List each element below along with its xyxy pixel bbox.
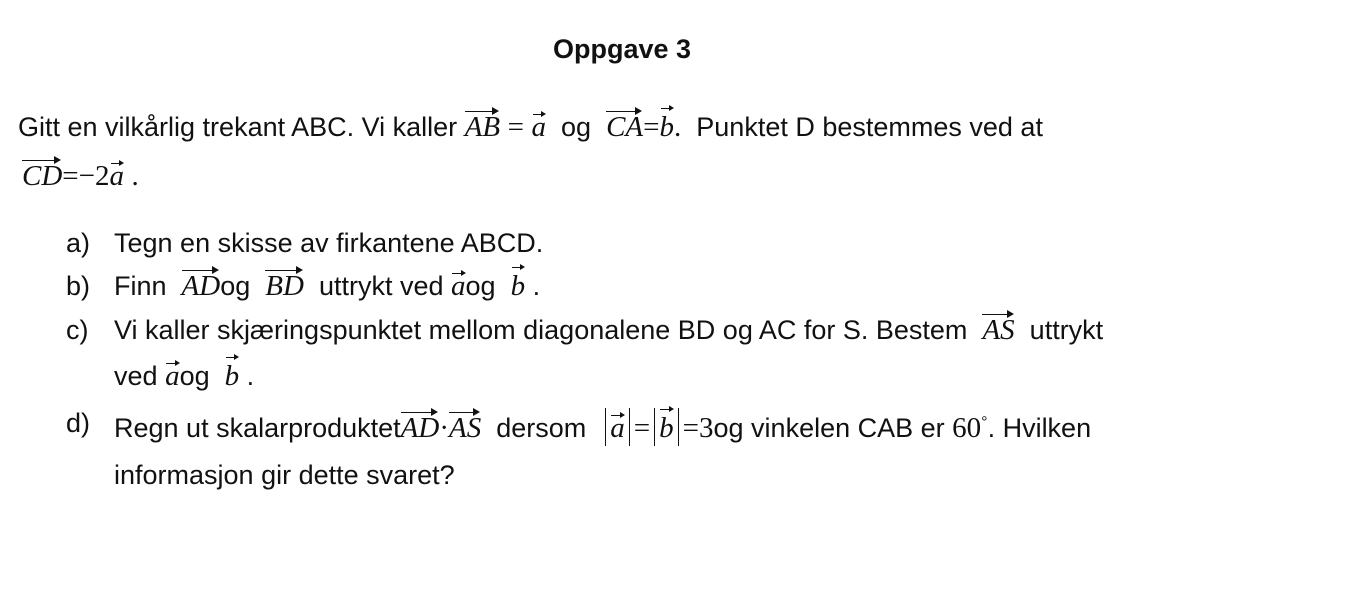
- abs-bar: [629, 408, 630, 446]
- vector-a: a: [610, 412, 625, 444]
- item-c-text-2: uttrykt: [1029, 315, 1104, 345]
- period: .: [532, 271, 541, 301]
- uttrykt-text: uttrykt ved: [318, 271, 444, 301]
- vector-AD: AD: [181, 270, 221, 302]
- vector-a: a: [109, 160, 125, 192]
- item-a-text: Tegn en skisse av firkantene ABCD.: [114, 228, 544, 258]
- vector-a: a: [531, 111, 547, 143]
- vector-AS: AS: [449, 412, 482, 444]
- vector-CA: CA: [606, 111, 644, 143]
- item-c-text: [114, 312, 1103, 348]
- vector-b: b: [510, 270, 526, 302]
- item-d-text-1: Regn ut skalarproduktet: [114, 413, 401, 443]
- vector-b: b: [659, 412, 674, 444]
- equals-sign: =: [507, 111, 524, 143]
- item-d-text-og: og vinkelen CAB er: [713, 413, 945, 443]
- period: .: [246, 361, 255, 391]
- vector-BD: BD: [265, 270, 304, 302]
- vector-b: b: [659, 111, 675, 143]
- vector-AB: AB: [464, 111, 501, 143]
- vector-AS: AS: [982, 314, 1015, 346]
- ved-text: ved: [114, 361, 158, 391]
- intro-text-2: Punktet D bestemmes ved at: [696, 112, 1043, 142]
- og-text: og: [179, 361, 210, 391]
- abs-bar: [605, 408, 606, 446]
- coefficient: −2: [78, 160, 110, 192]
- og-text: og: [465, 271, 496, 301]
- abs-bar: [654, 408, 655, 446]
- vector-b: b: [224, 360, 240, 392]
- equals-sign: =: [62, 160, 79, 192]
- intro-line-1: [18, 109, 1043, 145]
- dot-operator: ·: [439, 412, 450, 444]
- item-a-label: a): [66, 228, 91, 258]
- vector-AD: AD: [400, 412, 440, 444]
- equals-sign: =: [633, 412, 651, 444]
- vector-a: a: [165, 360, 180, 392]
- item-d-text-line-2: informasjon gir dette svaret?: [114, 460, 455, 490]
- vector-CD: CD: [22, 160, 63, 192]
- dersom-text: dersom: [496, 413, 587, 443]
- vector-a: a: [451, 270, 466, 302]
- period: .: [131, 160, 139, 192]
- magnitude-value: 3: [699, 412, 714, 444]
- abs-bar: [678, 408, 679, 446]
- item-c-text-line-2: [114, 358, 254, 394]
- item-d-label: d): [66, 408, 91, 438]
- item-d-text-2: . Hvilken: [987, 413, 1092, 443]
- item-d-text: [114, 405, 1091, 446]
- intro-text: Gitt en vilkårlig trekant ABC. Vi kaller: [18, 112, 458, 142]
- page-title: Oppgave 3: [552, 34, 692, 64]
- degree-sign: °: [981, 414, 988, 431]
- intro-line-2: [22, 158, 139, 194]
- angle-value: 60: [952, 412, 982, 444]
- og-text: og: [561, 112, 592, 142]
- og-text: og: [220, 271, 251, 301]
- item-b-label: b): [66, 271, 91, 301]
- finn-text: Finn: [114, 271, 167, 301]
- equals-sign: =: [682, 412, 700, 444]
- item-b-text: [114, 268, 540, 304]
- equals-sign: =: [643, 111, 660, 143]
- item-c-label: c): [66, 315, 89, 345]
- period: .: [674, 111, 682, 143]
- item-c-text-1: Vi kaller skjæringspunktet mellom diagonalene BD og AC for S. Bestem: [114, 315, 968, 345]
